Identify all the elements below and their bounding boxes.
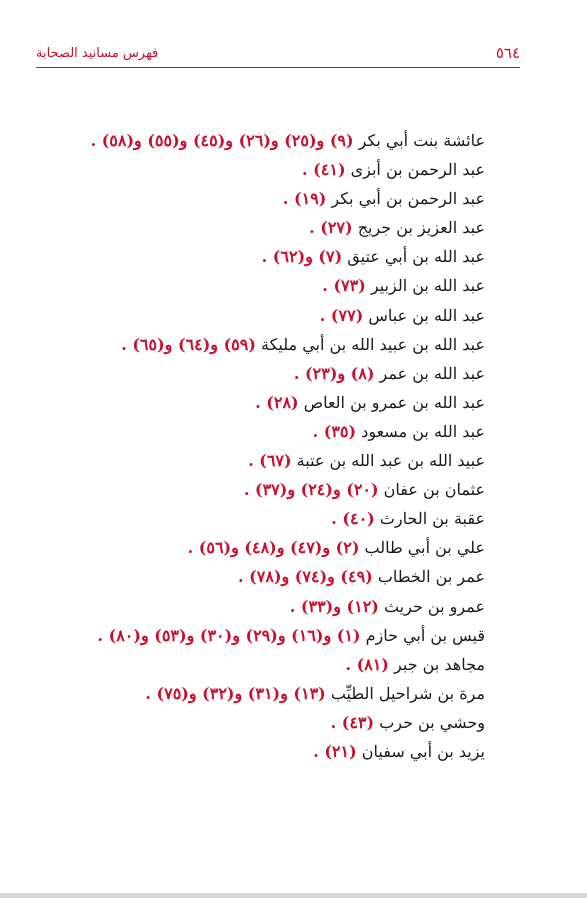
entry-name: وحشي بن حرب [379, 712, 485, 732]
index-entry [85, 301, 485, 330]
entry-references: (٩) و(٢٥) و(٢٦) و(٤٥) و(٥٥) و(٥٨) . [90, 131, 354, 150]
entry-references: (٥٩) و(٦٤) و(٦٥) . [121, 334, 256, 354]
entry-name: عبد الرحمن بن أبزى [350, 160, 485, 180]
entry-references: (١) و(١٦) و(٢٩) و(٣٠) و(٥٣) و(٨٠) . [97, 625, 361, 645]
index-entry [85, 533, 485, 562]
index-entry [85, 126, 485, 155]
entry-references: (٤٠) . [331, 509, 375, 529]
entry-references: (٨١) . [345, 654, 389, 674]
entry-name: عبد الله بن عبيد الله بن أبي مليكة [261, 334, 485, 354]
entry-name: عقبة بن الحارث [379, 509, 485, 529]
entry-references: (١٩) . [282, 189, 327, 209]
entry-references: (٢٧) . [309, 218, 353, 238]
index-entry [85, 679, 485, 708]
entry-references: (٧٧) . [319, 305, 364, 325]
entry-references: (٨) و(٢٣) . [293, 363, 375, 383]
index-entry [85, 213, 485, 242]
page-bottom-edge [0, 893, 587, 898]
index-entry [85, 388, 485, 417]
page-number: ٥٦٤ [495, 44, 520, 62]
index-entry [85, 417, 485, 446]
entry-references: (٢٠) و(٢٤) و(٣٧) . [243, 480, 379, 500]
entry-name: عبد الله بن مسعود [361, 421, 485, 441]
entry-name: عبد الرحمن بن أبي بكر [331, 189, 485, 209]
entry-name: قيس بن أبي حازم [365, 625, 485, 645]
index-entry [85, 621, 485, 650]
index-entry [85, 242, 485, 271]
index-entry [85, 184, 485, 213]
entry-references: (١٣) و(٣١) و(٣٢) و(٧٥) . [145, 683, 326, 703]
index-entry [85, 155, 485, 184]
entry-name: عبد العزيز بن جريج [357, 218, 485, 238]
entry-references: (٢) و(٤٧) و(٤٨) و(٥٦) . [187, 538, 360, 558]
entry-references: (٤١) . [302, 160, 346, 180]
entry-name: عمر بن الخطاب [377, 567, 485, 587]
entry-references: (٢١) . [313, 741, 357, 761]
entry-references: (٢٨) . [255, 392, 299, 412]
index-entry [85, 446, 485, 475]
index-entry [85, 330, 485, 359]
entry-references: (٤٩) و(٧٤) و(٧٨) . [238, 567, 373, 587]
entry-references: (٣٥) . [312, 421, 357, 441]
entry-name: عبيد الله بن عبد الله بن عتبة [296, 451, 485, 471]
index-entry [85, 737, 485, 766]
entry-name: عمرو بن حريث [383, 596, 485, 616]
entry-references: (٤٣) . [330, 712, 375, 732]
entry-name: مرة بن شراحيل الطيِّب [330, 683, 485, 703]
entry-name: عبد الله بن الزبير [370, 276, 485, 296]
running-header [36, 44, 520, 68]
entry-name: عائشة بنت أبي بكر [358, 131, 485, 150]
entry-references: (٦٧) . [248, 451, 292, 471]
entry-name: عبد الله بن عمرو بن العاص [303, 392, 485, 412]
entry-references: (٧٣) . [322, 276, 366, 296]
index-list [85, 126, 485, 766]
index-entry [85, 562, 485, 591]
entry-references: (١٢) و(٣٣) . [289, 596, 379, 616]
index-entry [85, 271, 485, 300]
entry-name: يزيد بن أبي سفيان [361, 741, 485, 761]
index-entry [85, 592, 485, 621]
index-entry [85, 708, 485, 737]
entry-name: علي بن أبي طالب [364, 538, 485, 558]
entry-name: مجاهد بن جبر [394, 654, 485, 674]
index-entry [85, 650, 485, 679]
header-title: فهرس مسانيد الصحابة [36, 46, 159, 61]
entry-name: عثمان بن عفان [383, 480, 485, 500]
entry-name: عبد الله بن عباس [368, 305, 485, 325]
header-rule [36, 67, 520, 68]
entry-name: عبد الله بن عمر [379, 363, 485, 383]
entry-name: عبد الله بن أبي عتيق [347, 247, 485, 267]
entry-references: (٧) و(٦٢) . [261, 247, 343, 267]
index-entry [85, 475, 485, 504]
index-entry [85, 359, 485, 388]
index-entry [85, 504, 485, 533]
